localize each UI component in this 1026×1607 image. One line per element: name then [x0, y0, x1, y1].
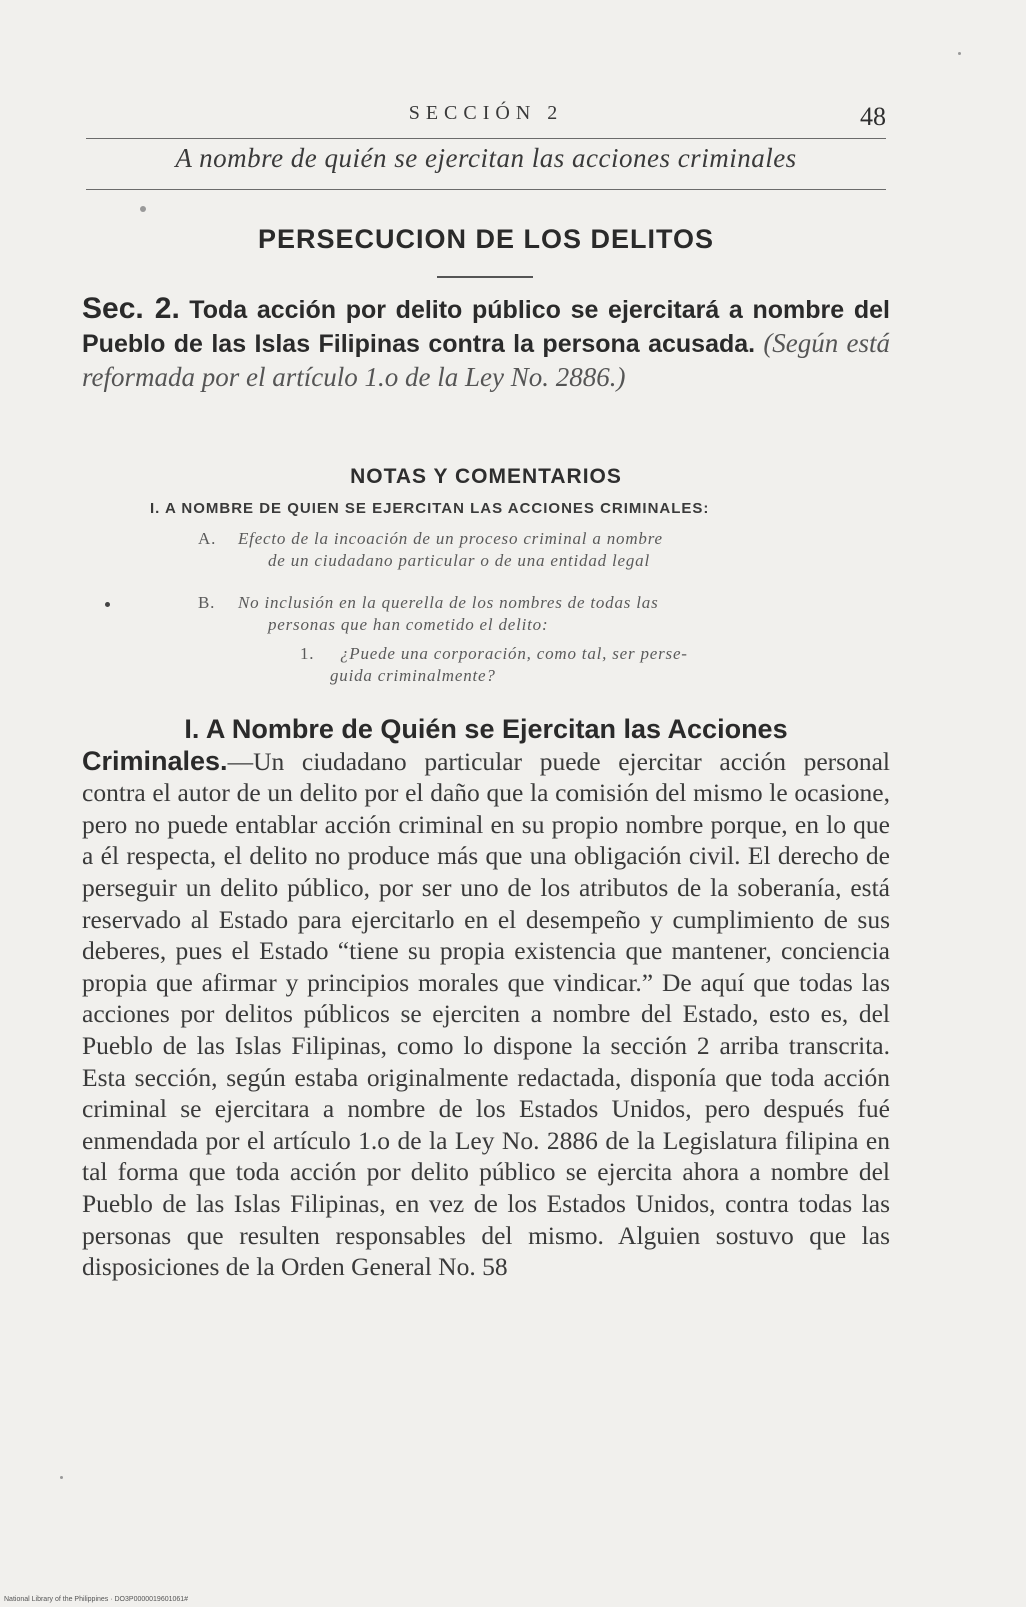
header-rule-bottom: [86, 189, 886, 190]
notes-item-a-key: A.: [198, 529, 217, 548]
section-bold-text: Toda acción por delito público se ejercitará a nombre del Pueblo de las Islas Filipinas contra la persona acusada.: [82, 296, 890, 358]
section-label-inline: Sec. 2.: [82, 292, 180, 325]
section-text: [82, 292, 890, 394]
notes-item-a: [198, 528, 888, 572]
body-heading-line1: I. A Nombre de Quién se Ejercitan las Acciones: [184, 714, 788, 744]
main-heading: PERSECUCION DE LOS DELITOS: [257, 224, 715, 254]
scan-speck: [140, 206, 146, 212]
notes-item-b1-line1: ¿Puede una corporación, como tal, ser perse-: [340, 644, 688, 663]
running-head: [86, 96, 886, 136]
notes-item-b-key: B.: [198, 593, 216, 612]
body-heading-line2: Criminales.: [82, 745, 228, 776]
scan-footer: National Library of the Philippines · DO3P0000019601061#: [4, 1596, 189, 1603]
header-rule-top: [86, 138, 886, 139]
scan-speck: [60, 1476, 63, 1479]
notes-item-b1-key: 1.: [300, 644, 315, 663]
notes-item-a-line1: Efecto de la incoación de un proceso criminal a nombre: [238, 529, 663, 548]
body-text: —Un ciudadano particular puede ejercitar acción personal contra el autor de un delito por el daño que la comisión del mismo le ocasione, pero no puede entablar acción criminal en su propio nombre porque, en lo que a él respecta, el delito no produce más que una obligación civil. El derecho de perseguir un delito público, por ser uno de los atributos de la soberanía, está reservado al Estado para ejercitarlo en el desempeño y cumplimiento de sus deberes, pues el Estado “tiene su propia existencia que mantener, conciencia propia que afirmar y principios morales que vindicar.” De aquí que todas las acciones por delitos públicos se ejerciten a nombre del Estado, esto es, del Pueblo de las Islas Filipinas, como lo dispone la sección 2 arriba transcrita. Esta sección, según estaba originalmente redactada, disponía que toda acción criminal se ejercitara a nombre de los Estados Unidos, pero después fué enmendada por el artículo 1.o de la Ley No. 2886 de la Legislatura filipina en tal forma que toda acción por delito público se ejercita ahora a nombre del Pueblo de las Islas Filipinas, en vez de los Estados Unidos, contra todas las personas que resulten responsables del mismo. Alguien sostuvo que las disposiciones de la Orden General No. 58: [82, 746, 890, 1282]
notes-item-b-line1: No inclusión en la querella de los nombres de todas las: [238, 593, 659, 612]
page-number: 48: [860, 102, 886, 131]
notes-item-1: I. A NOMBRE DE QUIEN SE EJERCITAN LAS ACCIONES CRIMINALES:: [150, 500, 710, 517]
margin-dot: [105, 602, 110, 607]
notes-item-b1-line2: guida criminalmente?: [330, 666, 496, 685]
notes-item-a-line2: de un ciudadano particular o de una entidad legal: [268, 551, 650, 570]
running-subtitle: A nombre de quién se ejercitan las acciones criminales: [175, 143, 797, 173]
notes-item-b-line2: personas que han cometido el delito:: [268, 615, 549, 634]
section-reference: (Según está reformada por el artículo 1.o de la Ley No. 2886.): [82, 328, 890, 392]
notes-item-b: [198, 592, 888, 636]
scan-speck: [958, 52, 961, 55]
notes-item-b1: [300, 643, 888, 687]
section-label: SECCIÓN 2: [408, 102, 564, 124]
body-paragraph: [82, 714, 890, 1283]
notes-title: NOTAS Y COMENTARIOS: [350, 465, 622, 488]
heading-divider: [437, 276, 533, 278]
